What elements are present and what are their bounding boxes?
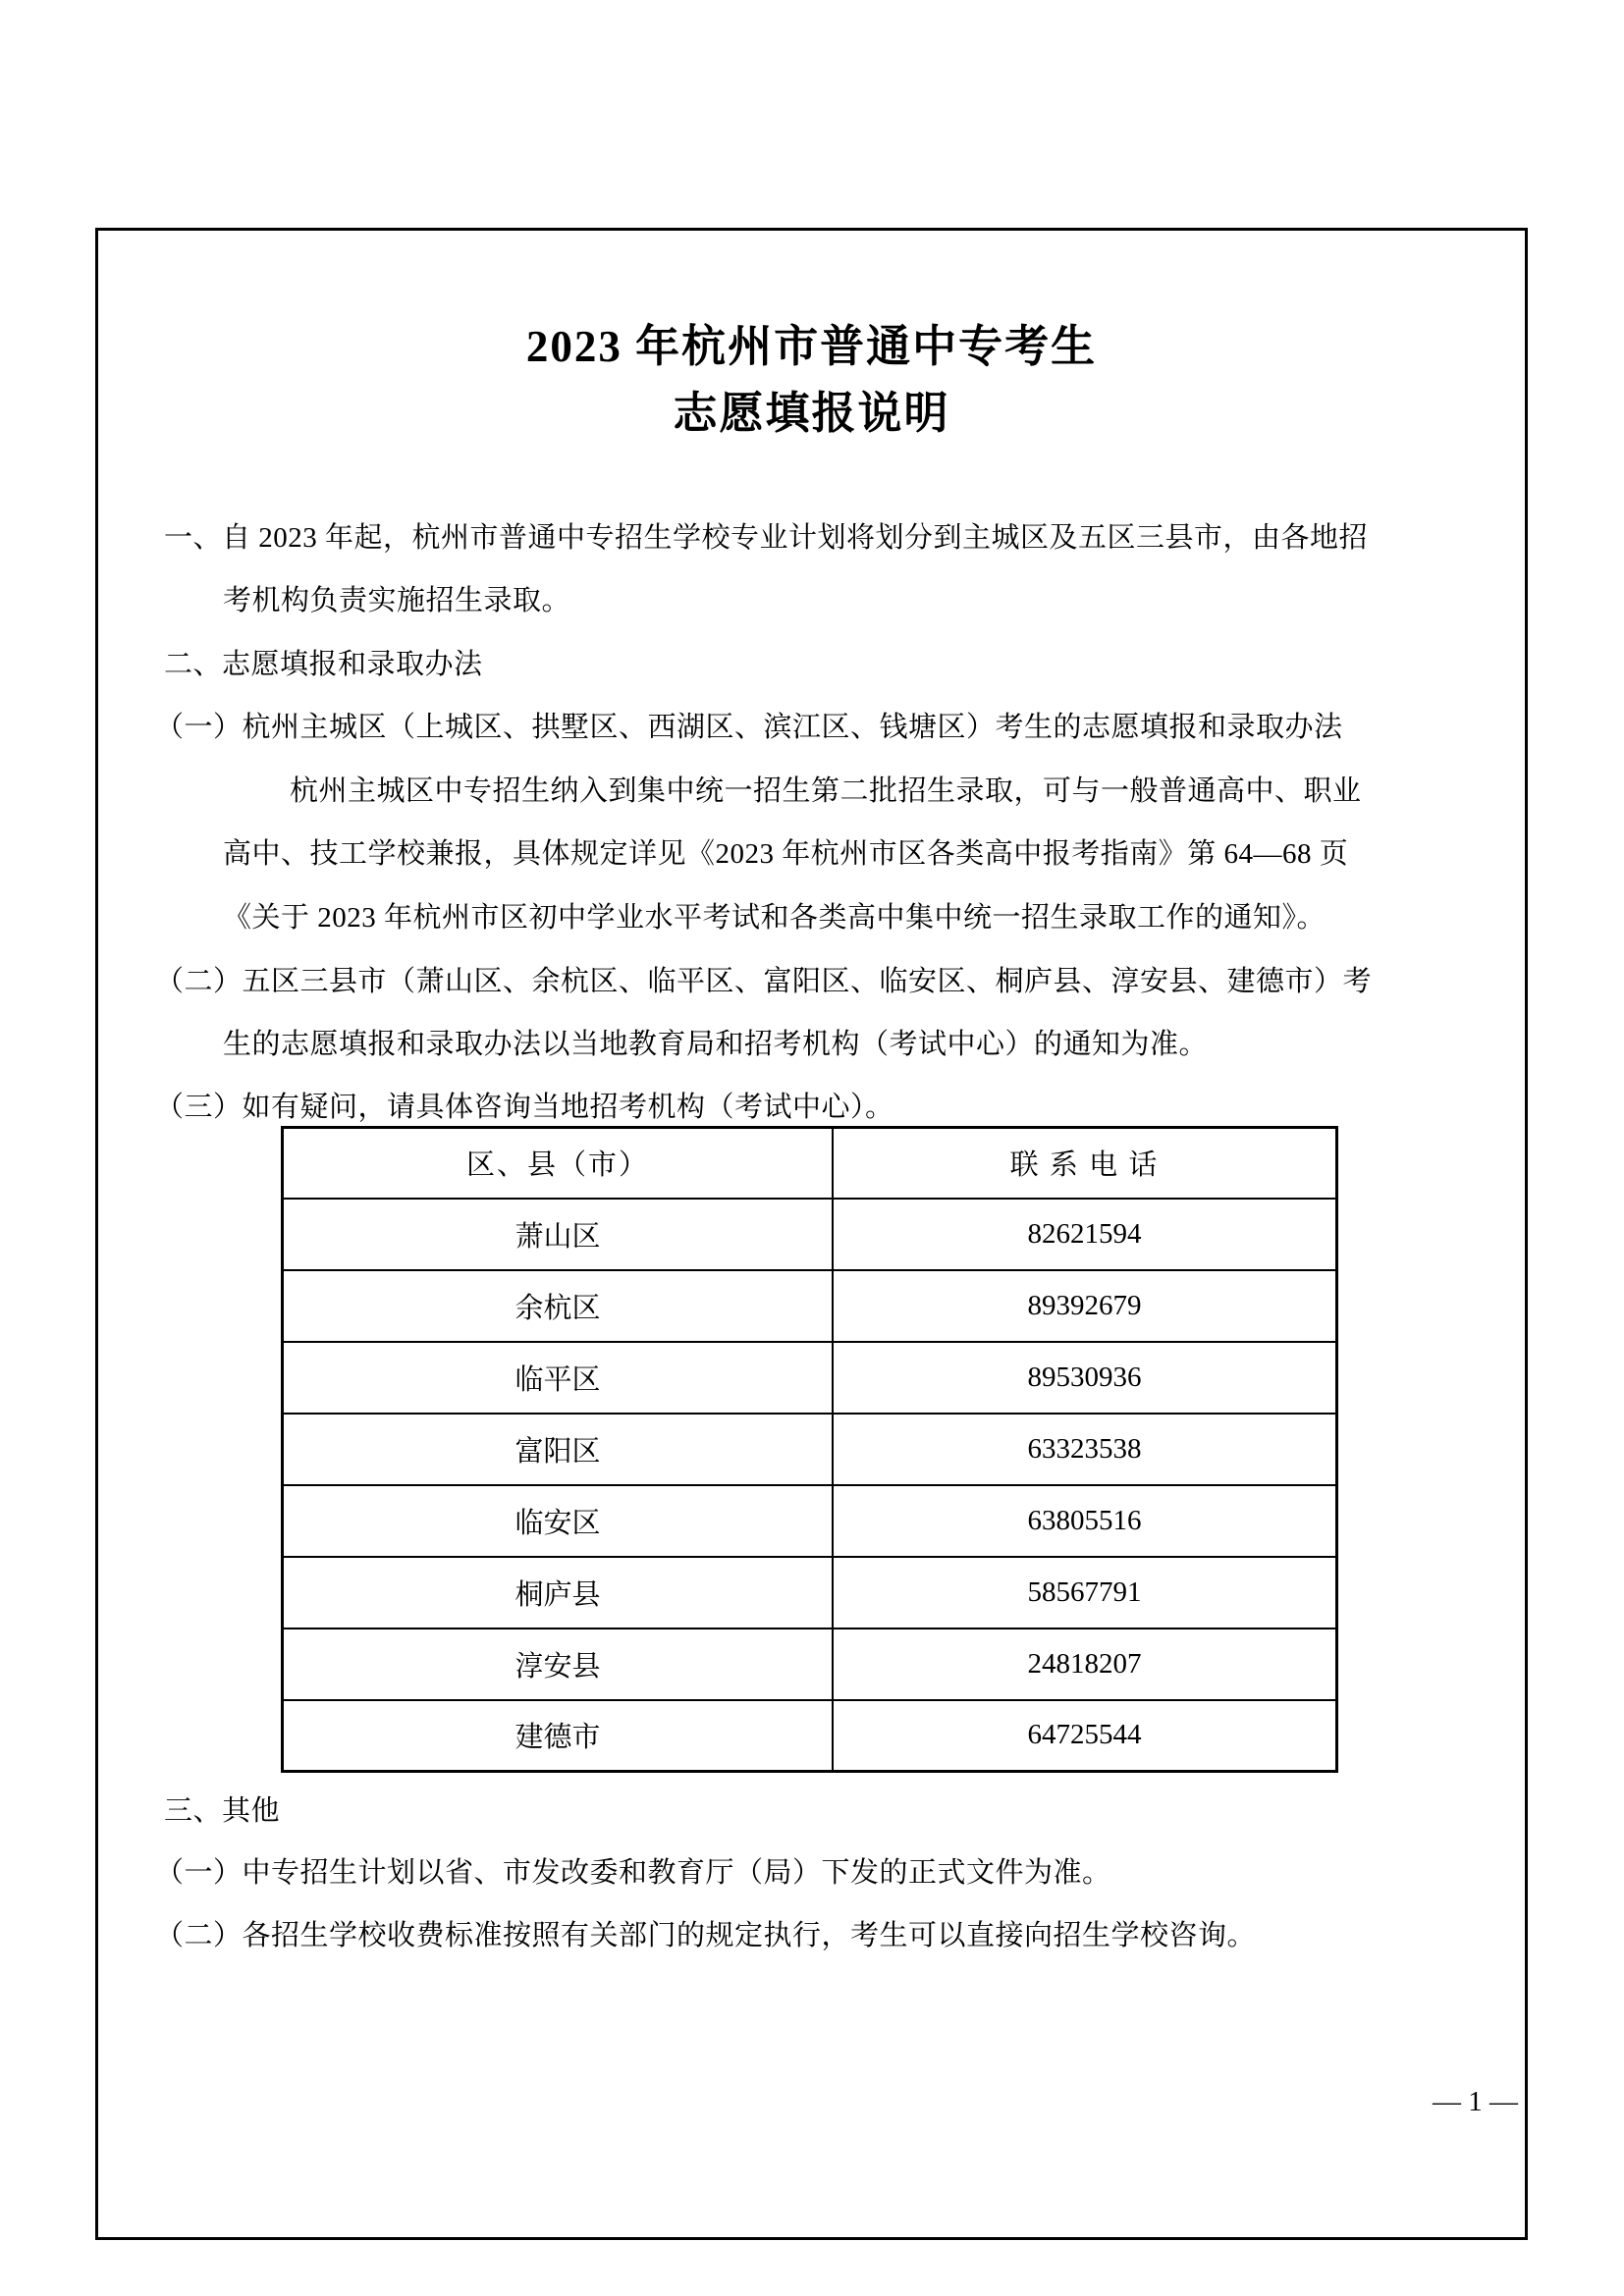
- phone-cell: 89392679: [833, 1270, 1336, 1342]
- table-row: [283, 1414, 1337, 1485]
- paragraph-line: 高中、技工学校兼报，具体规定详见《2023 年杭州市区各类高中报考指南》第 64—68 页: [223, 838, 1349, 870]
- district-cell: 临安区: [283, 1485, 834, 1557]
- table-header-district: 区、县（市）: [283, 1128, 834, 1199]
- district-cell: 建德市: [283, 1700, 834, 1772]
- phone-cell: 89530936: [833, 1342, 1336, 1414]
- paragraph-line: 生的志愿填报和录取办法以当地教育局和招考机构（考试中心）的通知为准。: [223, 1029, 1209, 1060]
- table-row: [283, 1700, 1337, 1772]
- table-row: [283, 1629, 1337, 1700]
- document-title-line1: 2023 年杭州市普通中专考生: [525, 322, 1098, 371]
- district-cell: 桐庐县: [283, 1557, 834, 1629]
- table-row: [283, 1270, 1337, 1342]
- district-cell: 淳安县: [283, 1629, 834, 1700]
- phone-cell: 63805516: [833, 1485, 1336, 1557]
- phone-cell: 64725544: [833, 1700, 1336, 1772]
- phone-cell: 82621594: [833, 1199, 1336, 1270]
- paragraph-line: 三、其他: [164, 1795, 281, 1827]
- table-header-row: [283, 1128, 1337, 1199]
- paragraph-line: 杭州主城区中专招生纳入到集中统一招生第二批招生录取，可与一般普通高中、职业: [290, 775, 1362, 807]
- paragraph-line: （一）杭州主城区（上城区、拱墅区、西湖区、滨江区、钱塘区）考生的志愿填报和录取办法: [155, 712, 1343, 743]
- paragraph-line: （三）如有疑问，请具体咨询当地招考机构（考试中心）。: [155, 1092, 894, 1123]
- table-row: [283, 1199, 1337, 1270]
- phone-cell: 24818207: [833, 1629, 1336, 1700]
- paragraph-line: （一）中专招生计划以省、市发改委和教育厅（局）下发的正式文件为准。: [155, 1857, 1111, 1889]
- paragraph-line: （二）各招生学校收费标准按照有关部门的规定执行，考生可以直接向招生学校咨询。: [155, 1920, 1257, 1951]
- table-header-phone: 联 系 电 话: [833, 1128, 1336, 1199]
- page-number: — 1 —: [1433, 2086, 1518, 2117]
- district-cell: 萧山区: [283, 1199, 834, 1270]
- paragraph-line: 考机构负责实施招生录取。: [223, 585, 571, 616]
- table-row: [283, 1485, 1337, 1557]
- paragraph-line: 一、自 2023 年起，杭州市普通中专招生学校专业计划将划分到主城区及五区三县市，由各地招: [164, 522, 1369, 554]
- phone-cell: 58567791: [833, 1557, 1336, 1629]
- paragraph-line: （二）五区三县市（萧山区、余杭区、临平区、富阳区、临安区、桐庐县、淳安县、建德市）考: [155, 966, 1373, 997]
- phone-cell: 63323538: [833, 1414, 1336, 1485]
- paragraph-line: 二、志愿填报和录取办法: [164, 649, 483, 680]
- district-cell: 临平区: [283, 1342, 834, 1414]
- district-cell: 富阳区: [283, 1414, 834, 1485]
- table-row: [283, 1557, 1337, 1629]
- contact-table: [281, 1126, 1338, 1773]
- document-title-line2: 志愿填报说明: [673, 389, 950, 438]
- table-row: [283, 1342, 1337, 1414]
- district-cell: 余杭区: [283, 1270, 834, 1342]
- paragraph-line: 《关于 2023 年杭州市区初中学业水平考试和各类高中集中统一招生录取工作的通知》。: [223, 902, 1326, 934]
